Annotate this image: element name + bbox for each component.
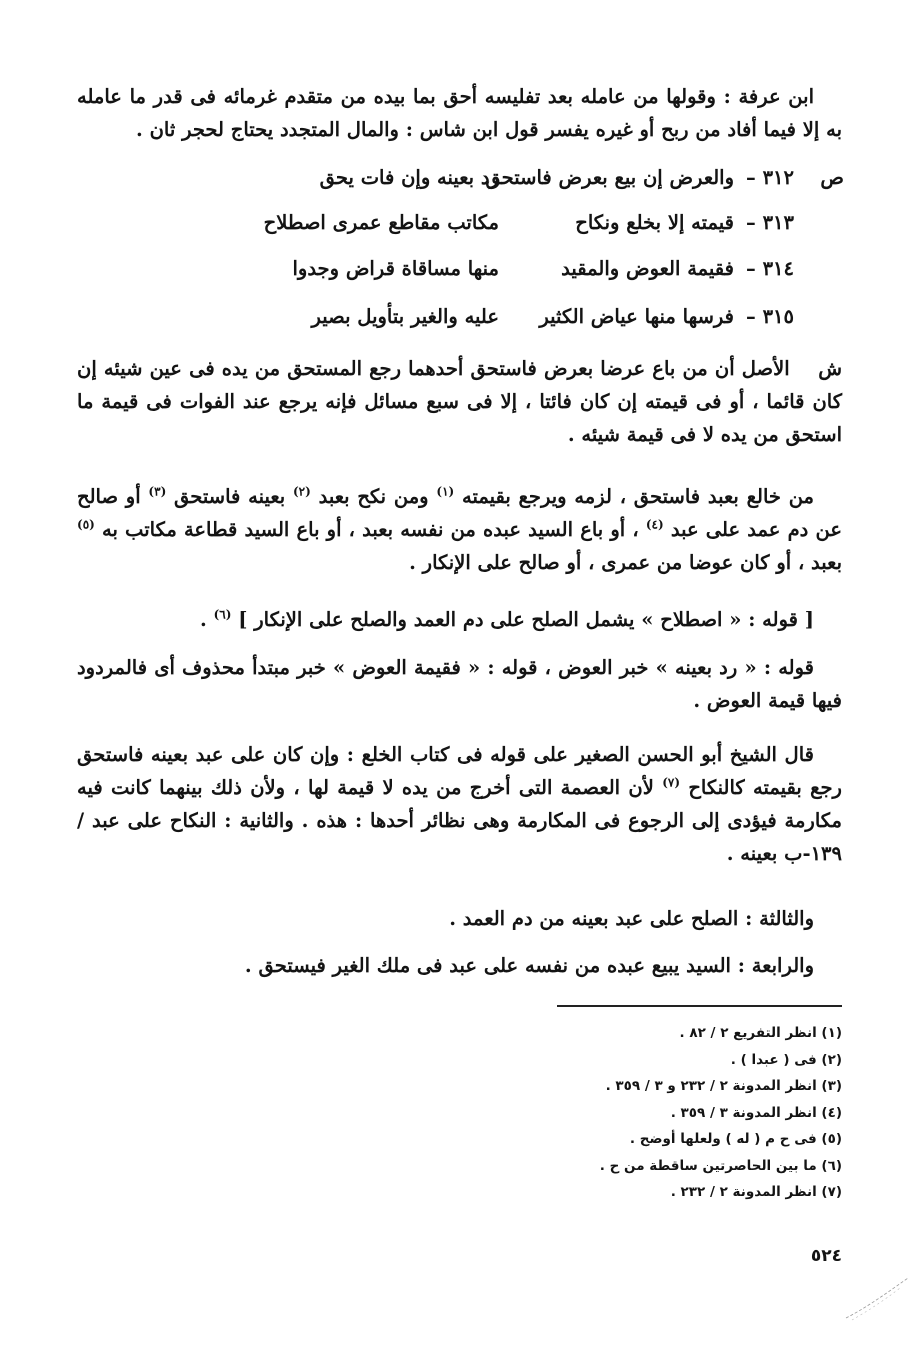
paragraph-text: ابن عرفة : وقولها من عامله بعد تفليسه أحق بما بيده من متقدم غرمائه فى قدر ما عامله به إلا فيما أفاد من ربح أو غيره يفسر قول ابن شاس : والمال المتجدد يحتاج لحجر ثان . [77,85,842,141]
period: . [200,608,207,631]
paragraph-sharh [77,352,842,451]
paragraph-text: الأصل أن من باع عرضا بعرض فاستحق أحدهما رجع المستحق من يده فى عين شيئه إن كان قائما ، أو فى قيمته إن كان فائتا ، إلا فى سبع مسائل فإنه يرجع عند الفوات فى قيمة ما استحق من يده لا فى قيمة شيئه . [77,357,842,446]
footnote-ref-1: (١) [436,484,455,499]
text-segment: قال الشيخ أبو الحسن الصغير على قوله فى كتاب الخلع : وإن كان على عبد بعينه فاستحق رجع بقيمته كالنكاح [77,743,842,799]
paragraph-third-case [77,902,842,935]
verse-number: ٣١٣ – [746,211,794,234]
footnote-4: (٤) انظر المدونة ٣ / ٣٥٩ . [670,1104,842,1121]
verse-first-hemistich: فقيمة العوض والمقيد [561,257,734,280]
footnotes [342,1020,842,1206]
text-segment: أو صالح عن دم عمد على عبد [77,485,842,541]
verse-number: ٣١٢ – [746,166,794,189]
verse-number: ٣١٤ – [746,257,794,280]
paragraph-text: قوله : « رد بعينه » خبر العوض ، قوله : « فقيمة العوض » خبر مبتدأ محذوف أى فالمردود فيها قيمة العوض . [77,656,842,712]
verse-number: ٣١٥ – [746,305,794,328]
verse-marker: ص [820,166,844,189]
text-segment: من خالع بعبد فاستحق ، لزمه ويرجع بقيمته [461,485,815,508]
paragraph-bracket-note [77,603,842,636]
paragraph-text: والرابعة : السيد يبيع عبده من نفسه على عبد فى ملك الغير فيستحق . [244,954,814,977]
page-number: ٥٢٤ [810,1246,842,1266]
paragraph-abu-al-hasan [77,738,842,870]
verse-second-hemistich: عليه والغير بتأويل بصير [311,305,499,328]
sharh-marker: ش [818,357,842,380]
verse-line-315 [74,301,844,341]
footnote-7: (٧) انظر المدونة ٢ / ٢٣٢ . [670,1184,842,1200]
footnote-ref-2: (٢) [292,484,311,499]
footnote-3: (٣) انظر المدونة ٢ / ٢٣٢ و ٣ / ٣٥٩ . [605,1078,842,1094]
footnote-ref-4: (٤) [645,517,664,532]
verse-first-hemistich: قيمته إلا بخلع ونكاح [575,211,734,234]
verse-line-314 [74,253,844,293]
footnote-ref-6: (٦) [213,607,232,622]
text-segment: [ قوله : « اصطلاح » يشمل الصلح على دم العمد والصلح على الإنكار ] [238,608,814,631]
paragraph-text: والثالثة : الصلح على عبد بعينه من دم العمد . [449,907,814,930]
verse-first-hemistich: والعرض إن بيع بعرض فاستحق [485,166,734,189]
footnote-ref-7: (٧) [662,775,681,790]
footnote-divider [557,1005,842,1007]
paragraph-ibn-arafa [77,80,842,146]
pencil-scribble [842,1272,912,1322]
footnote-1: (١) انظر التفريع ٢ / ٨٢ . [679,1025,842,1041]
text-segment: بعينه فاستحق [174,485,286,508]
footnote-2: (٢) فى ( عبدا ) . [730,1051,842,1068]
text-segment: ومن نكح بعبد [318,485,429,508]
paragraph-grammar-note [77,651,842,717]
verse-second-hemistich: منها مساقاة قراض وجدوا [292,257,499,280]
verse-line-313 [74,207,844,247]
verse-second-hemistich: مكاتب مقاطع عمرى اصطلاح [263,211,499,234]
footnote-6: (٦) ما بين الحاصرتين ساقطة من ح . [599,1157,842,1174]
text-segment: لأن العصمة التى أخرج من يده لا قيمة لها ، ولأن ذلك بينهما كانت فيه مكارمة فيؤدى إلى الرجوع فى المكارمة وهى نظائر أحدها : هذه . والثانية : النكاح على عبد /١٣٩-ب بعينه . [77,776,842,865]
verse-second-hemistich: رد بعينه وإن فات يحق [319,166,499,189]
footnote-ref-5: (٥) [77,517,95,532]
footnote-5: (٥) فى ح م ( له ) ولعلها أوضح . [629,1131,842,1147]
footnote-ref-3: (٣) [148,484,167,499]
verse-line-312 [74,162,844,202]
paragraph-seven-cases [77,480,842,579]
verse-first-hemistich: فرسها منها عياض الكثير [539,305,734,328]
paragraph-fourth-case [77,949,842,982]
text-segment: ، أو باع السيد عبده من نفسه بعبد ، أو باع السيد قطاعة مكاتب به [102,518,639,541]
text-segment: بعبد ، أو كان عوضا من عمرى ، أو صالح على الإنكار . [409,551,842,574]
